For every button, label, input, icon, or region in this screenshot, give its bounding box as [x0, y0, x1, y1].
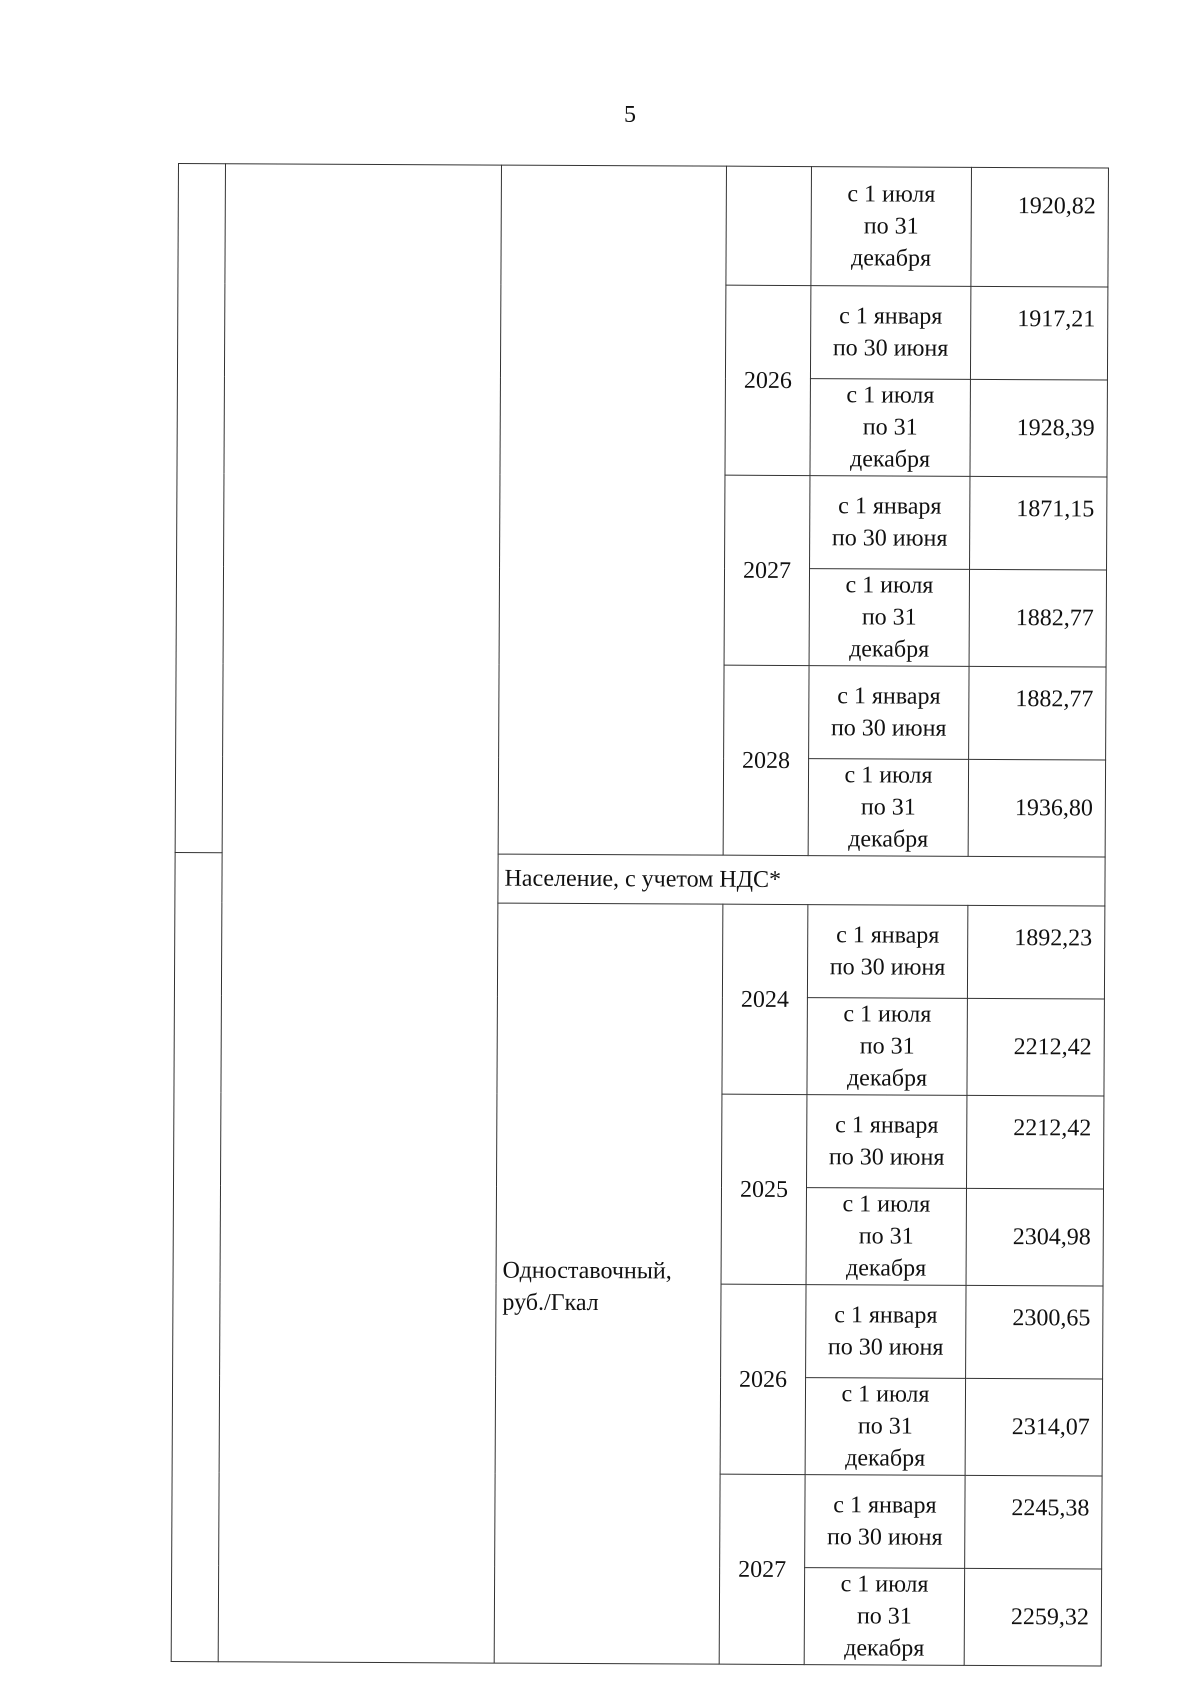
table-row [178, 164, 1109, 288]
year-cell: 2028 [723, 665, 809, 855]
period-cell: с 1 января по 30 июня [806, 1285, 966, 1379]
tariff-value-cell: 2300,65 [966, 1285, 1103, 1379]
period-cell: с 1 января по 30 июня [807, 1095, 967, 1189]
year-cell: 2027 [719, 1474, 805, 1664]
period-cell: с 1 июля по 31 декабря [811, 167, 972, 287]
tariff-value-cell: 2212,42 [966, 1095, 1103, 1189]
period-cell: с 1 июля по 31 декабря [805, 1378, 965, 1476]
tariff-value-cell: 1871,15 [970, 476, 1107, 570]
organization-cell [218, 164, 501, 1663]
year-cell: 2026 [720, 1284, 806, 1474]
period-cell: с 1 июля по 31 декабря [810, 379, 970, 477]
period-cell: с 1 января по 30 июня [810, 476, 970, 570]
tariff-value-cell: 1892,23 [967, 905, 1104, 999]
tariff-value-cell: 1920,82 [971, 167, 1109, 287]
year-cell: 2026 [725, 285, 811, 475]
period-cell: с 1 июля по 31 декабря [806, 1188, 966, 1286]
tariff-type-cell: Одноставочный, руб./Гкал [494, 903, 723, 1664]
period-cell: с 1 июля по 31 декабря [809, 569, 969, 667]
tariff-value-cell: 2304,98 [966, 1188, 1103, 1286]
tariff-table [171, 163, 1109, 1667]
period-cell: с 1 июля по 31 декабря [804, 1568, 964, 1666]
period-cell: с 1 января по 30 июня [805, 1475, 965, 1569]
tariff-value-cell: 1936,80 [968, 759, 1105, 857]
tariff-value-cell: 2212,42 [967, 998, 1104, 1096]
tariff-value-cell: 1882,77 [969, 569, 1106, 667]
period-cell: с 1 июля по 31 декабря [807, 998, 967, 1096]
number-cell [175, 164, 225, 853]
tariff-value-cell: 2245,38 [965, 1475, 1102, 1569]
period-cell: с 1 июля по 31 декабря [808, 759, 968, 857]
tariff-value-cell: 1882,77 [969, 666, 1106, 760]
number-cell [171, 852, 222, 1661]
period-cell: с 1 января по 30 июня [810, 286, 970, 380]
year-cell: 2024 [722, 904, 808, 1094]
tariff-value-cell: 1917,21 [970, 286, 1107, 380]
period-cell: с 1 января по 30 июня [809, 666, 969, 760]
consumer-group-heading: Население, с учетом НДС* [498, 854, 1105, 906]
tariff-value-cell: 2314,07 [965, 1378, 1102, 1476]
year-cell: 2027 [724, 475, 810, 665]
year-cell: 2025 [721, 1094, 807, 1284]
page-number: 5 [624, 102, 636, 128]
year-cell [726, 166, 812, 285]
period-cell: с 1 января по 30 июня [807, 905, 967, 999]
tariff-value-cell: 2259,32 [964, 1568, 1101, 1666]
tariff-value-cell: 1928,39 [970, 379, 1107, 477]
tariff-type-cell [498, 165, 726, 855]
